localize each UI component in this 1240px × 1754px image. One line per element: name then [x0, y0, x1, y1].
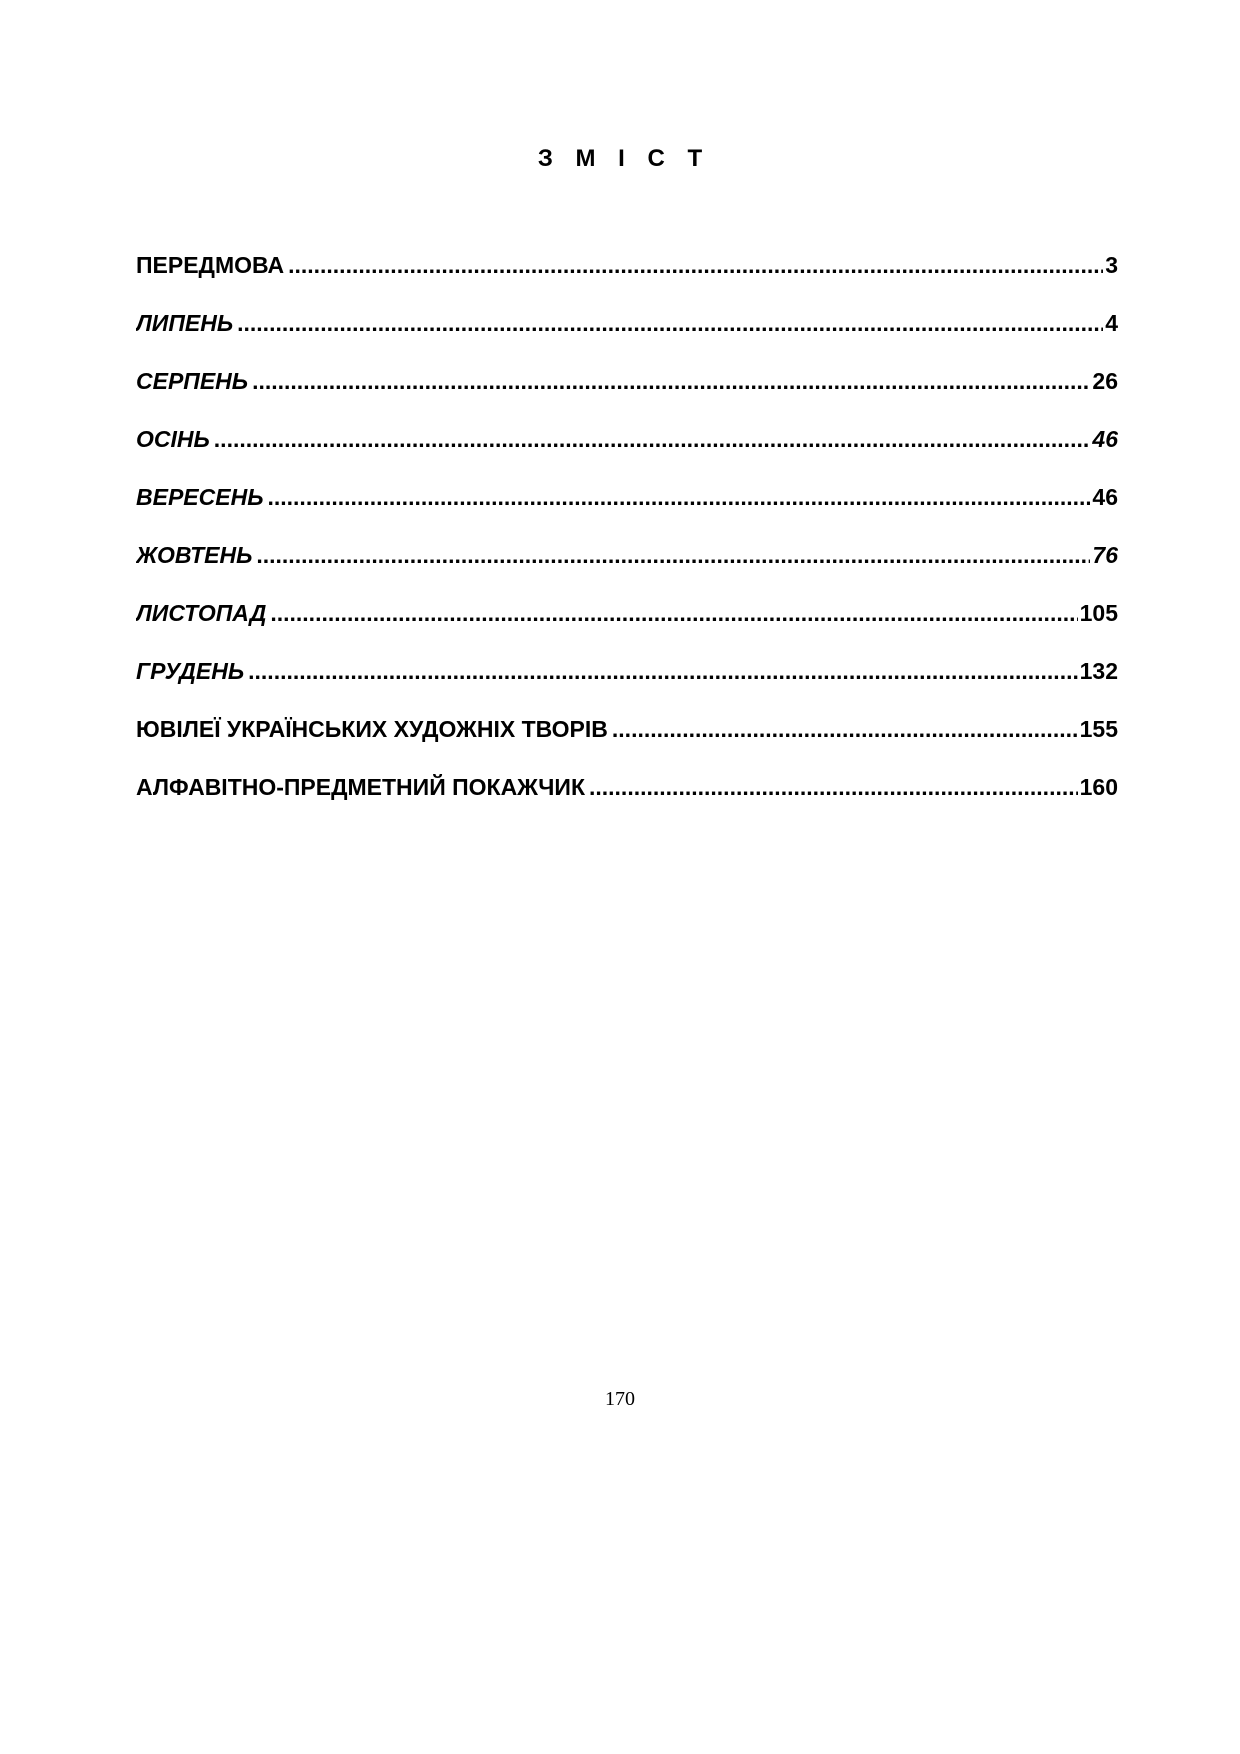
toc-entry-page: 3 [1105, 252, 1118, 278]
dot-leader [270, 600, 1077, 627]
toc-entry-page: 155 [1079, 716, 1118, 742]
toc-entry-page: 46 [1092, 484, 1118, 510]
page-number: 170 [605, 1388, 635, 1410]
toc-entry-page: 46 [1092, 426, 1118, 452]
toc-entry-label: АЛФАВІТНО-ПРЕДМЕТНИЙ ПОКАЖЧИК [136, 774, 585, 800]
table-of-contents [136, 252, 1118, 832]
toc-entry-label: ВЕРЕСЕНЬ [136, 484, 264, 510]
dot-leader [214, 426, 1091, 453]
dot-leader [252, 368, 1090, 395]
toc-entry-page: 76 [1092, 542, 1118, 568]
toc-entry-autumn[interactable] [136, 426, 1118, 484]
toc-entry-september[interactable] [136, 484, 1118, 542]
dot-leader [612, 716, 1078, 743]
dot-leader [288, 252, 1103, 279]
toc-entry-label: ГРУДЕНЬ [136, 658, 245, 684]
toc-entry-october[interactable] [136, 542, 1118, 600]
page-title: З М І С Т [537, 145, 711, 172]
toc-entry-index[interactable] [136, 774, 1118, 832]
toc-entry-label: ЮВІЛЕЇ УКРАЇНСЬКИХ ХУДОЖНІХ ТВОРІВ [136, 716, 608, 742]
dot-leader [589, 774, 1078, 801]
toc-entry-anniversaries[interactable] [136, 716, 1118, 774]
dot-leader [256, 542, 1090, 569]
toc-entry-november[interactable] [136, 600, 1118, 658]
toc-entry-page: 105 [1079, 600, 1118, 626]
toc-entry-page: 160 [1079, 774, 1118, 800]
dot-leader [237, 310, 1103, 337]
toc-entry-page: 4 [1105, 310, 1118, 336]
dot-leader [248, 658, 1077, 685]
toc-entry-august[interactable] [136, 368, 1118, 426]
toc-entry-december[interactable] [136, 658, 1118, 716]
toc-entry-label: ПЕРЕДМОВА [136, 252, 285, 278]
toc-entry-page: 132 [1079, 658, 1118, 684]
toc-entry-label: ОСІНЬ [136, 426, 210, 452]
toc-entry-label: ЛИСТОПАД [136, 600, 267, 626]
dot-leader [267, 484, 1090, 511]
toc-entry-page: 26 [1092, 368, 1118, 394]
toc-entry-label: СЕРПЕНЬ [136, 368, 249, 394]
toc-entry-label: ЛИПЕНЬ [136, 310, 234, 336]
toc-entry-preface[interactable] [136, 252, 1118, 310]
toc-entry-july[interactable] [136, 310, 1118, 368]
toc-entry-label: ЖОВТЕНЬ [136, 542, 253, 568]
